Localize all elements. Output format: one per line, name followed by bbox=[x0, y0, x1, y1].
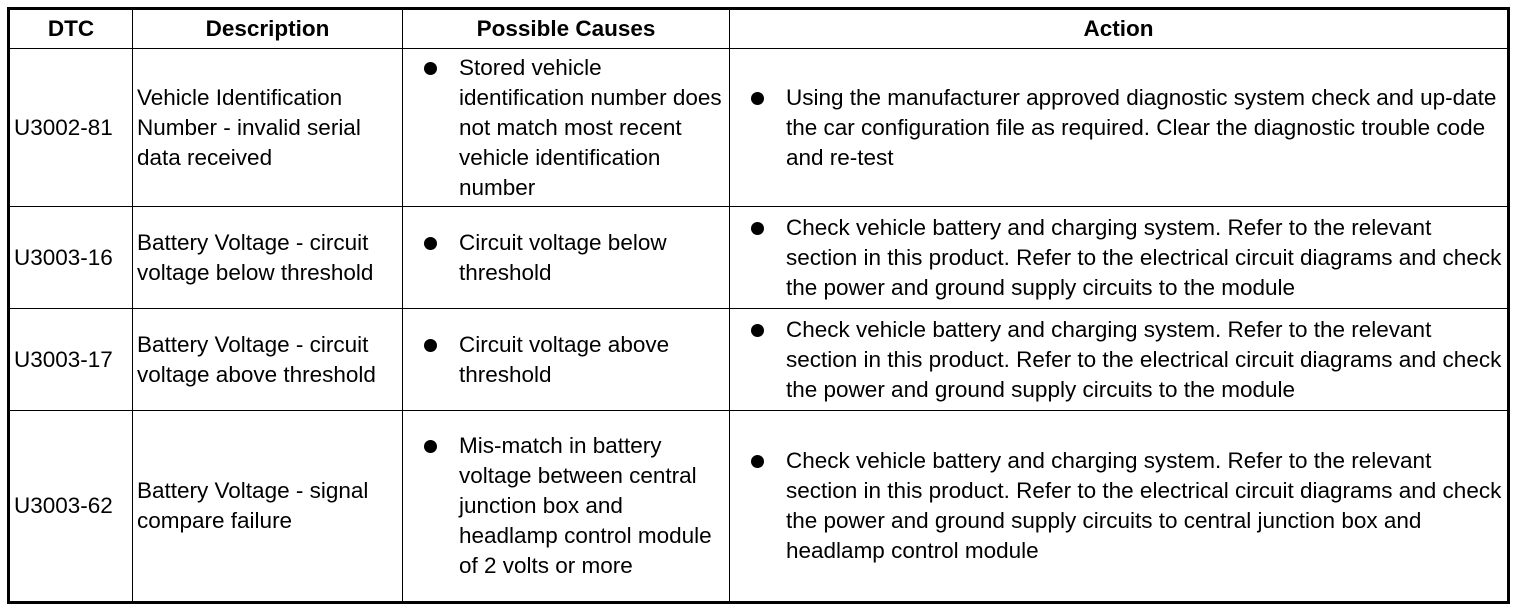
table-row bbox=[9, 207, 1509, 309]
table-row bbox=[9, 49, 1509, 207]
action-item bbox=[734, 446, 1503, 566]
table-row bbox=[9, 411, 1509, 603]
action-item bbox=[734, 213, 1503, 303]
action-cell bbox=[730, 49, 1509, 207]
dtc-code: U3003-17 bbox=[9, 309, 133, 411]
dtc-description: Battery Voltage - signal compare failure bbox=[133, 411, 403, 603]
table-header-row bbox=[9, 9, 1509, 49]
bullet-icon bbox=[424, 237, 437, 250]
action-text: Check vehicle battery and charging system. Refer to the relevant section in this product. Refer to the electrical circuit diagrams and check the power and ground supply circuits to the module bbox=[786, 316, 1502, 402]
cause-item bbox=[407, 431, 725, 581]
header-possible-causes: Possible Causes bbox=[403, 9, 730, 49]
action-cell bbox=[730, 207, 1509, 309]
action-item bbox=[734, 83, 1503, 173]
dtc-description: Battery Voltage - circuit voltage above threshold bbox=[133, 309, 403, 411]
dtc-table bbox=[7, 7, 1510, 604]
header-dtc: DTC bbox=[9, 9, 133, 49]
action-text: Using the manufacturer approved diagnostic system check and up-date the car configuration file as required. Clear the diagnostic trouble code and re-test bbox=[786, 84, 1497, 170]
cause-text: Stored vehicle identification number does not match most recent vehicle identification number bbox=[459, 54, 722, 200]
possible-causes-cell bbox=[403, 207, 730, 309]
cause-text: Circuit voltage below threshold bbox=[459, 229, 667, 285]
bullet-icon bbox=[424, 339, 437, 352]
bullet-icon bbox=[424, 440, 437, 453]
dtc-code: U3003-16 bbox=[9, 207, 133, 309]
cause-item bbox=[407, 53, 725, 203]
action-cell bbox=[730, 309, 1509, 411]
bullet-icon bbox=[424, 62, 437, 75]
bullet-icon bbox=[751, 455, 764, 468]
dtc-description: Vehicle Identification Number - invalid serial data received bbox=[133, 49, 403, 207]
dtc-code: U3002-81 bbox=[9, 49, 133, 207]
dtc-code: U3003-62 bbox=[9, 411, 133, 603]
cause-item bbox=[407, 330, 725, 390]
dtc-description: Battery Voltage - circuit voltage below threshold bbox=[133, 207, 403, 309]
action-text: Check vehicle battery and charging system. Refer to the relevant section in this product. Refer to the electrical circuit diagrams and check the power and ground supply circuits to central junction box and headlamp control module bbox=[786, 448, 1502, 563]
cause-item bbox=[407, 228, 725, 288]
possible-causes-cell bbox=[403, 49, 730, 207]
possible-causes-cell bbox=[403, 309, 730, 411]
cause-text: Circuit voltage above threshold bbox=[459, 331, 670, 387]
bullet-icon bbox=[751, 92, 764, 105]
bullet-icon bbox=[751, 324, 764, 337]
cause-text: Mis-match in battery voltage between central junction box and headlamp control module of 2 volts or more bbox=[459, 433, 712, 578]
action-cell bbox=[730, 411, 1509, 603]
header-action: Action bbox=[730, 9, 1509, 49]
bullet-icon bbox=[751, 222, 764, 235]
header-description: Description bbox=[133, 9, 403, 49]
action-item bbox=[734, 315, 1503, 405]
possible-causes-cell bbox=[403, 411, 730, 603]
action-text: Check vehicle battery and charging system. Refer to the relevant section in this product. Refer to the electrical circuit diagrams and check the power and ground supply circuits to the module bbox=[786, 214, 1502, 300]
table-row bbox=[9, 309, 1509, 411]
